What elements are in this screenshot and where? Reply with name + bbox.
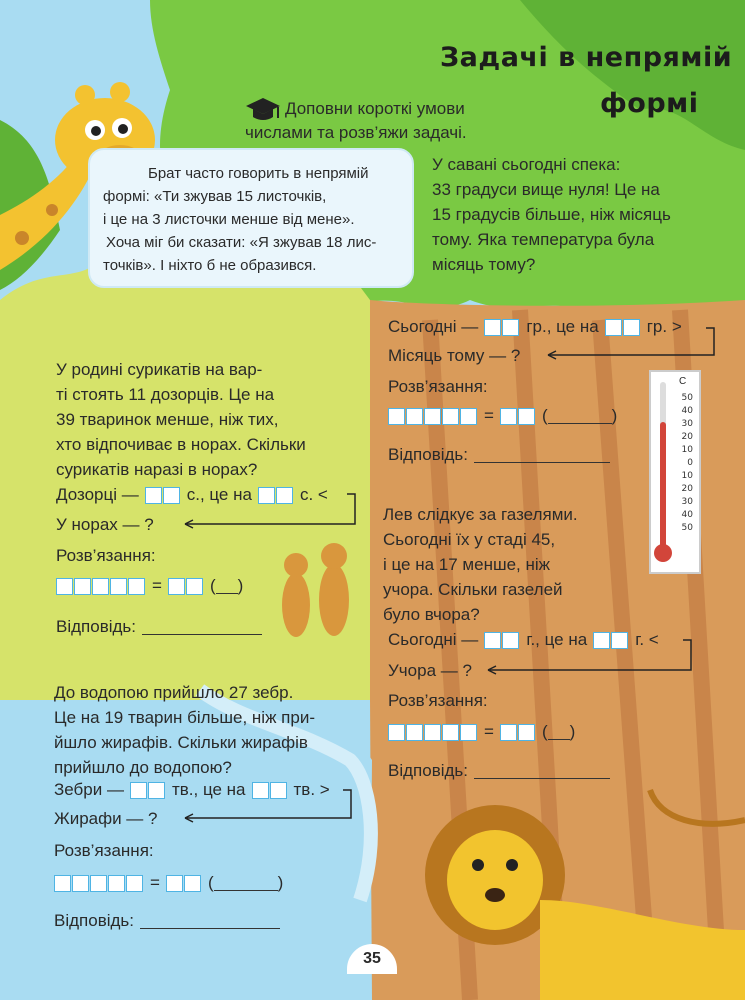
row-label: с. < xyxy=(299,485,328,504)
task-text-line: Сьогодні їх у стаді 45, xyxy=(383,530,556,549)
answer-blank[interactable] xyxy=(474,448,610,463)
answer-row xyxy=(388,444,610,466)
task-text-line: сурикатів наразі в норах? xyxy=(56,460,258,479)
row-label: гр. > xyxy=(646,317,682,336)
answer-boxes[interactable] xyxy=(605,319,641,336)
tick-label: 50 xyxy=(681,523,693,533)
tick-label: 30 xyxy=(681,419,693,429)
short-condition-row xyxy=(388,316,682,338)
task-text-line: ті стоять 11 дозорців. Це на xyxy=(56,385,275,404)
question-row: Учора — ? xyxy=(388,661,472,680)
solution-label: Розв’язання: xyxy=(56,546,156,565)
answer-boxes[interactable] xyxy=(484,632,520,649)
answer-blank[interactable] xyxy=(474,764,610,779)
answer-label: Відповідь: xyxy=(56,617,137,636)
row-label: Дозорці — xyxy=(56,485,139,504)
task-text-line: 33 градуси вище нуля! Це на xyxy=(432,180,660,199)
thermometer-unit: С xyxy=(679,376,687,387)
solution-row xyxy=(56,575,243,597)
tick-label: 10 xyxy=(681,471,693,481)
unit-paren: ) xyxy=(237,576,244,595)
tick-label: 10 xyxy=(681,445,693,455)
task-text-line: хто відпочиває в норах. Скільки xyxy=(56,435,306,454)
row-label: тв., це на xyxy=(171,780,246,799)
bubble-line: Хоча міг би сказати: «Я зжував 18 лис- xyxy=(106,234,377,251)
unit-paren: ) xyxy=(569,722,576,741)
solution-boxes[interactable] xyxy=(54,875,144,892)
answer-row xyxy=(56,616,262,638)
answer-label: Відповідь: xyxy=(388,761,469,780)
solution-boxes[interactable] xyxy=(388,408,478,425)
answer-boxes[interactable] xyxy=(593,632,629,649)
task-text-line: було вчора? xyxy=(383,605,480,624)
page-title-line2: формі xyxy=(600,88,699,119)
unit-blank[interactable] xyxy=(216,579,238,594)
bubble-line: формі: «Ти зжував 15 листочків, xyxy=(103,188,327,205)
question-row: Місяць тому — ? xyxy=(388,346,521,365)
unit-paren: ( xyxy=(209,576,216,595)
unit-blank[interactable] xyxy=(548,725,570,740)
solution-boxes[interactable] xyxy=(388,724,478,741)
row-label: с., це на xyxy=(186,485,252,504)
task-text-line: прийшло до водопою? xyxy=(54,758,232,777)
bubble-line: точків». І ніхто б не образився. xyxy=(103,257,317,274)
equals-sign: = xyxy=(484,406,494,425)
answer-boxes[interactable] xyxy=(130,782,166,799)
unit-blank[interactable] xyxy=(548,409,612,424)
answer-boxes[interactable] xyxy=(258,487,294,504)
row-label: г. < xyxy=(635,630,659,649)
task-text-line: У савані сьогодні спека: xyxy=(432,155,621,174)
answer-boxes[interactable] xyxy=(252,782,288,799)
thermometer xyxy=(649,370,701,574)
solution-label: Розв’язання: xyxy=(388,691,488,710)
unit-paren: ( xyxy=(541,722,548,741)
row-label: г., це на xyxy=(526,630,588,649)
answer-boxes[interactable] xyxy=(145,487,181,504)
row-label: гр., це на xyxy=(526,317,599,336)
row-label: Сьогодні — xyxy=(388,317,479,336)
task-text-line: учора. Скільки газелей xyxy=(383,580,563,599)
answer-label: Відповідь: xyxy=(54,911,135,930)
unit-paren: ( xyxy=(207,873,214,892)
tick-label: 20 xyxy=(681,484,693,494)
result-boxes[interactable] xyxy=(500,408,536,425)
task-text-line: У родині сурикатів на вар- xyxy=(56,360,263,379)
solution-label: Розв’язання: xyxy=(54,841,154,860)
bubble-line: Брат часто говорить в непрямій xyxy=(148,165,369,182)
short-condition-row xyxy=(56,484,328,506)
task-text-line: 39 тваринок менше, ніж тих, xyxy=(56,410,279,429)
task-text-line: тому. Яка температура була xyxy=(432,230,655,249)
answer-blank[interactable] xyxy=(142,620,262,635)
result-boxes[interactable] xyxy=(168,578,204,595)
answer-row xyxy=(388,760,610,782)
answer-blank[interactable] xyxy=(140,914,280,929)
thermometer-mercury xyxy=(660,422,666,552)
task-text-line: місяць тому? xyxy=(432,255,536,274)
equals-sign: = xyxy=(152,576,162,595)
instruction-line1: Доповни короткі умови xyxy=(285,99,465,118)
unit-paren: ) xyxy=(611,406,618,425)
tick-label: 20 xyxy=(681,432,693,442)
page-title-line1: Задачі в непрямій xyxy=(440,42,733,73)
tick-label: 40 xyxy=(681,406,693,416)
solution-label: Розв’язання: xyxy=(388,377,488,396)
task-text-line: 15 градусів більше, ніж місяць xyxy=(432,205,671,224)
result-boxes[interactable] xyxy=(166,875,202,892)
task-text-line: йшло жирафів. Скільки жирафів xyxy=(54,733,308,752)
solution-row xyxy=(388,721,575,743)
short-condition-row xyxy=(54,779,330,801)
equals-sign: = xyxy=(484,722,494,741)
row-label: Сьогодні — xyxy=(388,630,479,649)
row-label: Зебри — xyxy=(54,780,124,799)
solution-row xyxy=(54,872,283,894)
tick-label: 50 xyxy=(681,393,693,403)
solution-row xyxy=(388,405,617,427)
instruction-line2: числами та розв’яжи задачі. xyxy=(245,123,467,142)
row-label: тв. > xyxy=(293,780,330,799)
answer-label: Відповідь: xyxy=(388,445,469,464)
tick-label: 40 xyxy=(681,510,693,520)
short-condition-row xyxy=(388,629,659,651)
page-number: 35 xyxy=(347,944,397,974)
answer-row xyxy=(54,910,280,932)
task-text-line: Це на 19 тварин більше, ніж при- xyxy=(54,708,316,727)
equals-sign: = xyxy=(150,873,160,892)
result-boxes[interactable] xyxy=(500,724,536,741)
tick-label: 0 xyxy=(687,458,693,468)
task-text-line: Лев слідкує за газелями. xyxy=(383,505,578,524)
task-text-line: і це на 17 менше, ніж xyxy=(383,555,551,574)
thermometer-bulb xyxy=(654,544,672,562)
task-text-line: До водопою прийшло 27 зебр. xyxy=(54,683,294,702)
tick-label: 30 xyxy=(681,497,693,507)
unit-paren: ( xyxy=(541,406,548,425)
question-row: Жирафи — ? xyxy=(54,809,158,828)
solution-boxes[interactable] xyxy=(56,578,146,595)
unit-blank[interactable] xyxy=(214,876,278,891)
question-row: У норах — ? xyxy=(56,515,154,534)
answer-boxes[interactable] xyxy=(484,319,520,336)
bubble-line: і це на 3 листочки менше від мене». xyxy=(103,211,355,228)
unit-paren: ) xyxy=(277,873,284,892)
